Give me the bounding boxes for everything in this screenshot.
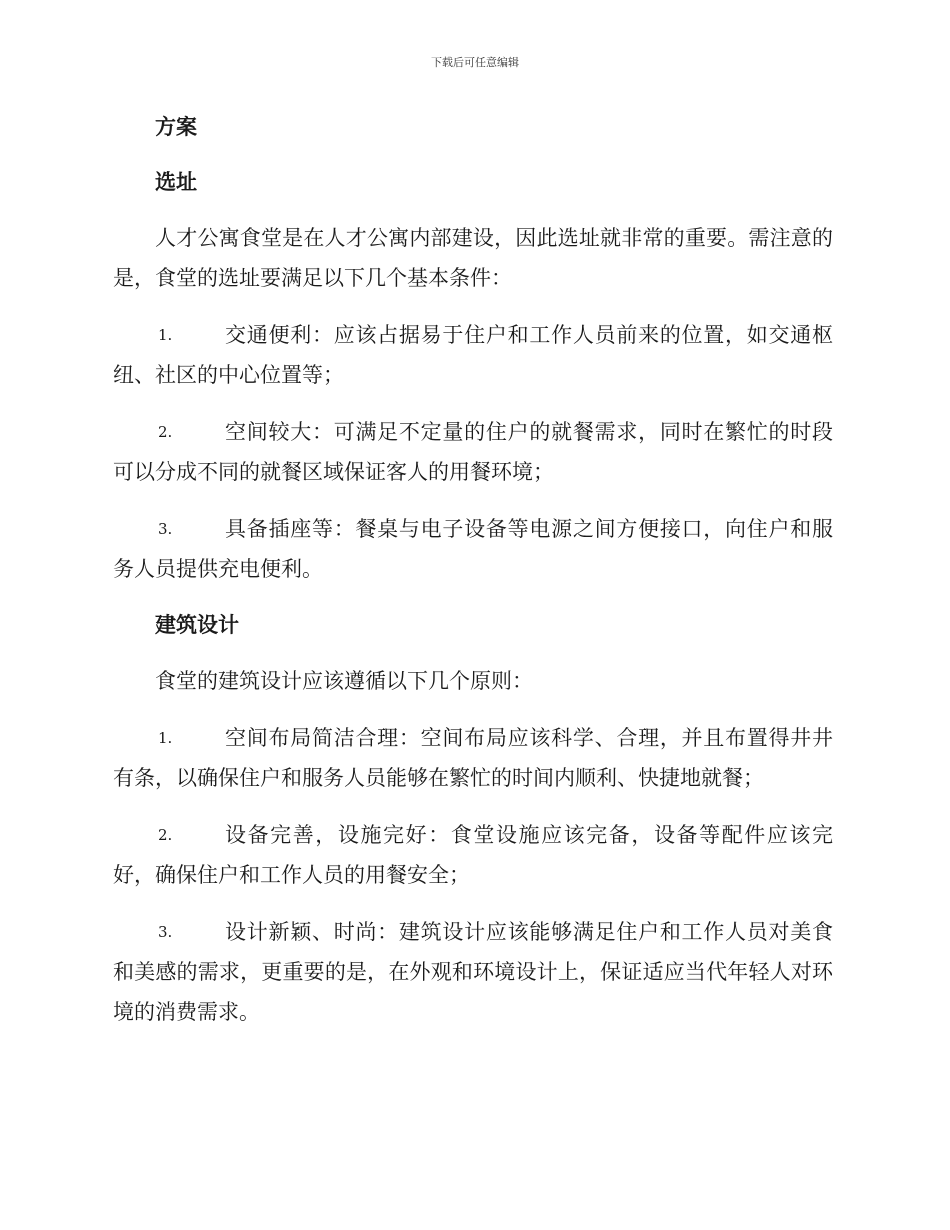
list-number: 3.: [158, 520, 173, 538]
design-heading: 建筑设计: [155, 613, 239, 637]
list-text: 设备完善，设施完好：食堂设施应该完备，设备等配件应该完好，确保住户和工作人员的用餐安全；: [113, 823, 833, 887]
list-number: 1.: [158, 326, 173, 344]
list-text: 设计新颖、时尚：建筑设计应该能够满足住户和工作人员对美食和美感的需求，更重要的是，在外观和环境设计上，保证适应当代年轻人对环境的消费需求。: [113, 920, 833, 1024]
list-text: 空间布局简洁合理：空间布局应该科学、合理，并且布置得井井有条，以确保住户和服务人员能够在繁忙的时间内顺利、快捷地就餐；: [113, 726, 833, 790]
list-number: 1.: [158, 729, 173, 747]
site-heading: 选址: [155, 170, 197, 194]
list-number: 2.: [158, 826, 173, 844]
list-number: 3.: [158, 923, 173, 941]
plan-heading: 方案: [155, 115, 197, 139]
design-intro: 食堂的建筑设计应该遵循以下几个原则：: [155, 669, 533, 693]
site-item-1: [113, 315, 833, 395]
site-item-2: [113, 412, 833, 492]
site-item-3: [113, 509, 833, 589]
design-item-3: [113, 912, 833, 1032]
list-text: 交通便利：应该占据易于住户和工作人员前来的位置，如交通枢纽、社区的中心位置等；: [113, 323, 833, 387]
header-note: 下载后可任意编辑: [431, 56, 519, 69]
site-intro: 人才公寓食堂是在人才公寓内部建设，因此选址就非常的重要。需注意的是，食堂的选址要满足以下几个基本条件：: [113, 226, 833, 290]
list-text: 空间较大：可满足不定量的住户的就餐需求，同时在繁忙的时段可以分成不同的就餐区域保证客人的用餐环境；: [113, 420, 833, 484]
document-body: [113, 108, 833, 1049]
list-text: 具备插座等：餐桌与电子设备等电源之间方便接口，向住户和服务人员提供充电便利。: [113, 517, 833, 581]
design-item-1: [113, 718, 833, 798]
list-number: 2.: [158, 423, 173, 441]
design-item-2: [113, 815, 833, 895]
